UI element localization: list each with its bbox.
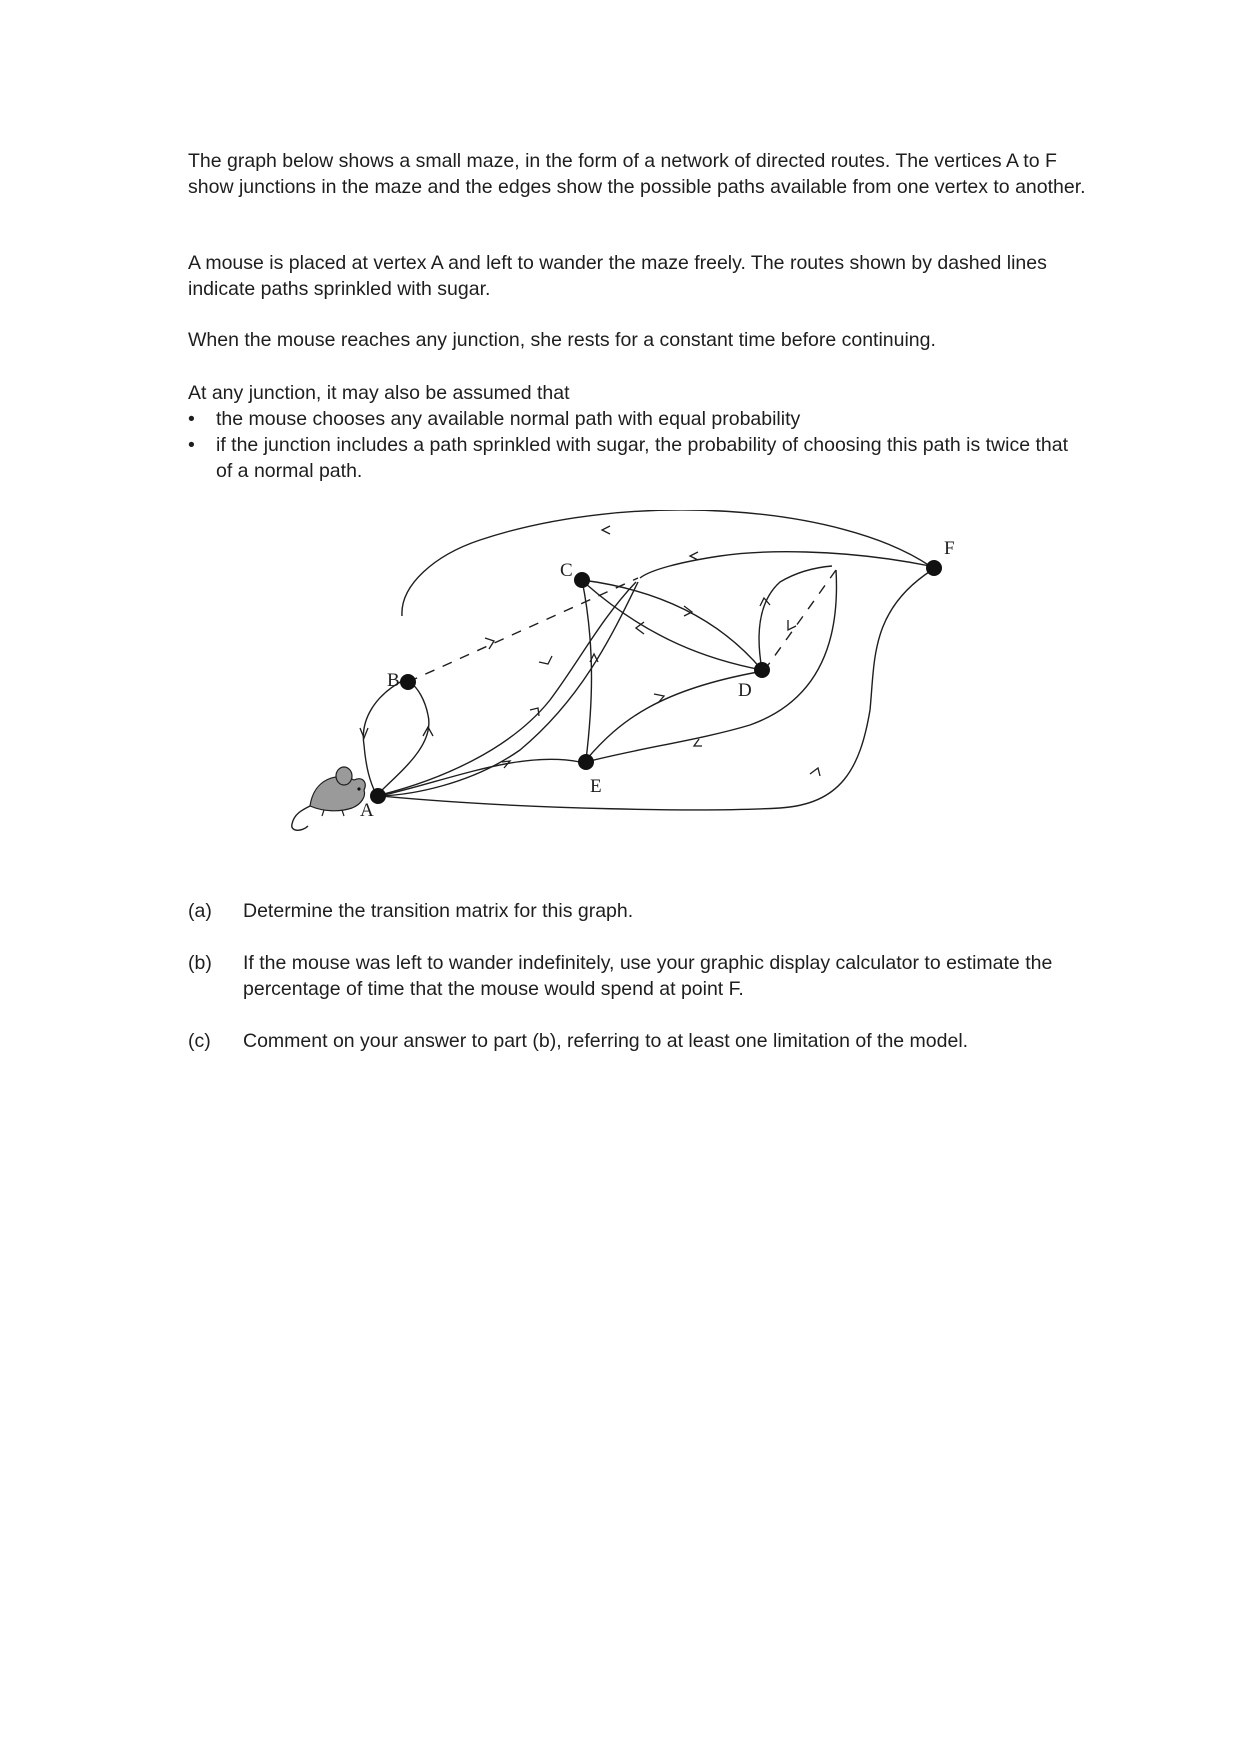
arrowhead-f-c: [690, 552, 698, 560]
edge-a-b: [378, 682, 429, 794]
edge-b-a: [363, 680, 404, 794]
edge-d-c: [586, 584, 762, 670]
vertex-label-b: B: [387, 670, 400, 691]
vertex-d: [754, 662, 770, 678]
vertex-b: [400, 674, 416, 690]
bullet-dot: •: [188, 434, 195, 456]
assumption-text: if the junction includes a path sprinkled with sugar, the probability of choosing this path is twice that of a normal path.: [216, 434, 1068, 482]
question-text: Comment on your answer to part (b), referring to at least one limitation of the model.: [243, 1030, 969, 1052]
mouse-icon: [292, 767, 365, 830]
bullet-dot: •: [188, 408, 195, 430]
vertex-c: [574, 572, 590, 588]
vertex-f: [926, 560, 942, 576]
maze-graph-svg: [280, 510, 980, 880]
arrowhead-c-a: [539, 656, 552, 664]
vertex-label-f: F: [944, 538, 955, 559]
vertex-label-e: E: [590, 776, 602, 797]
edge-b-c-sugar: [408, 578, 638, 682]
question-label: (a): [188, 900, 212, 922]
intro-paragraph-1: The graph below shows a small maze, in the form of a network of directed routes. The vertices A to F show junctions in the maze and the edges show the possible paths available from one vertex to another.: [188, 150, 1086, 198]
edge-e-d: [586, 672, 758, 760]
question-label: (b): [188, 952, 212, 974]
maze-graph: [280, 510, 980, 880]
edge-f-e: [586, 570, 836, 762]
edge-d-f: [759, 566, 832, 670]
arrowhead-e-d: [654, 694, 664, 703]
vertex-label-d: D: [738, 680, 752, 701]
vertex-label-c: C: [560, 560, 573, 581]
intro-paragraph-3: When the mouse reaches any junction, she rests for a constant time before continuing.: [188, 329, 936, 351]
arrowhead-f-b: [602, 526, 610, 534]
assumption-item: [188, 406, 1088, 432]
vertex-label-a: A: [360, 800, 374, 821]
question-text: If the mouse was left to wander indefinitely, use your graphic display calculator to estimate the percentage of time that the mouse would spend at point F.: [243, 952, 1053, 1000]
edge-a-e: [380, 759, 580, 796]
arrowhead-a-f: [810, 768, 820, 776]
assumption-list: [188, 406, 1088, 484]
intro-paragraph-2: A mouse is placed at vertex A and left to wander the maze freely. The routes shown by dashed lines indicate paths sprinkled with sugar.: [188, 252, 1047, 300]
question-text: Determine the transition matrix for this graph.: [243, 900, 634, 922]
question-label: (c): [188, 1030, 211, 1052]
edge-f-c: [640, 552, 930, 578]
assumption-text: the mouse chooses any available normal path with equal probability: [216, 408, 801, 430]
arrowhead-b-c: [485, 638, 494, 649]
edge-c-d: [582, 580, 762, 670]
assumption-item: [188, 432, 1088, 484]
vertex-e: [578, 754, 594, 770]
arrowhead-f-d: [788, 620, 796, 630]
edge-f-b: [402, 510, 930, 616]
arrowhead-f-e: [694, 739, 702, 746]
intro-paragraph-4: At any junction, it may also be assumed that: [188, 382, 570, 404]
